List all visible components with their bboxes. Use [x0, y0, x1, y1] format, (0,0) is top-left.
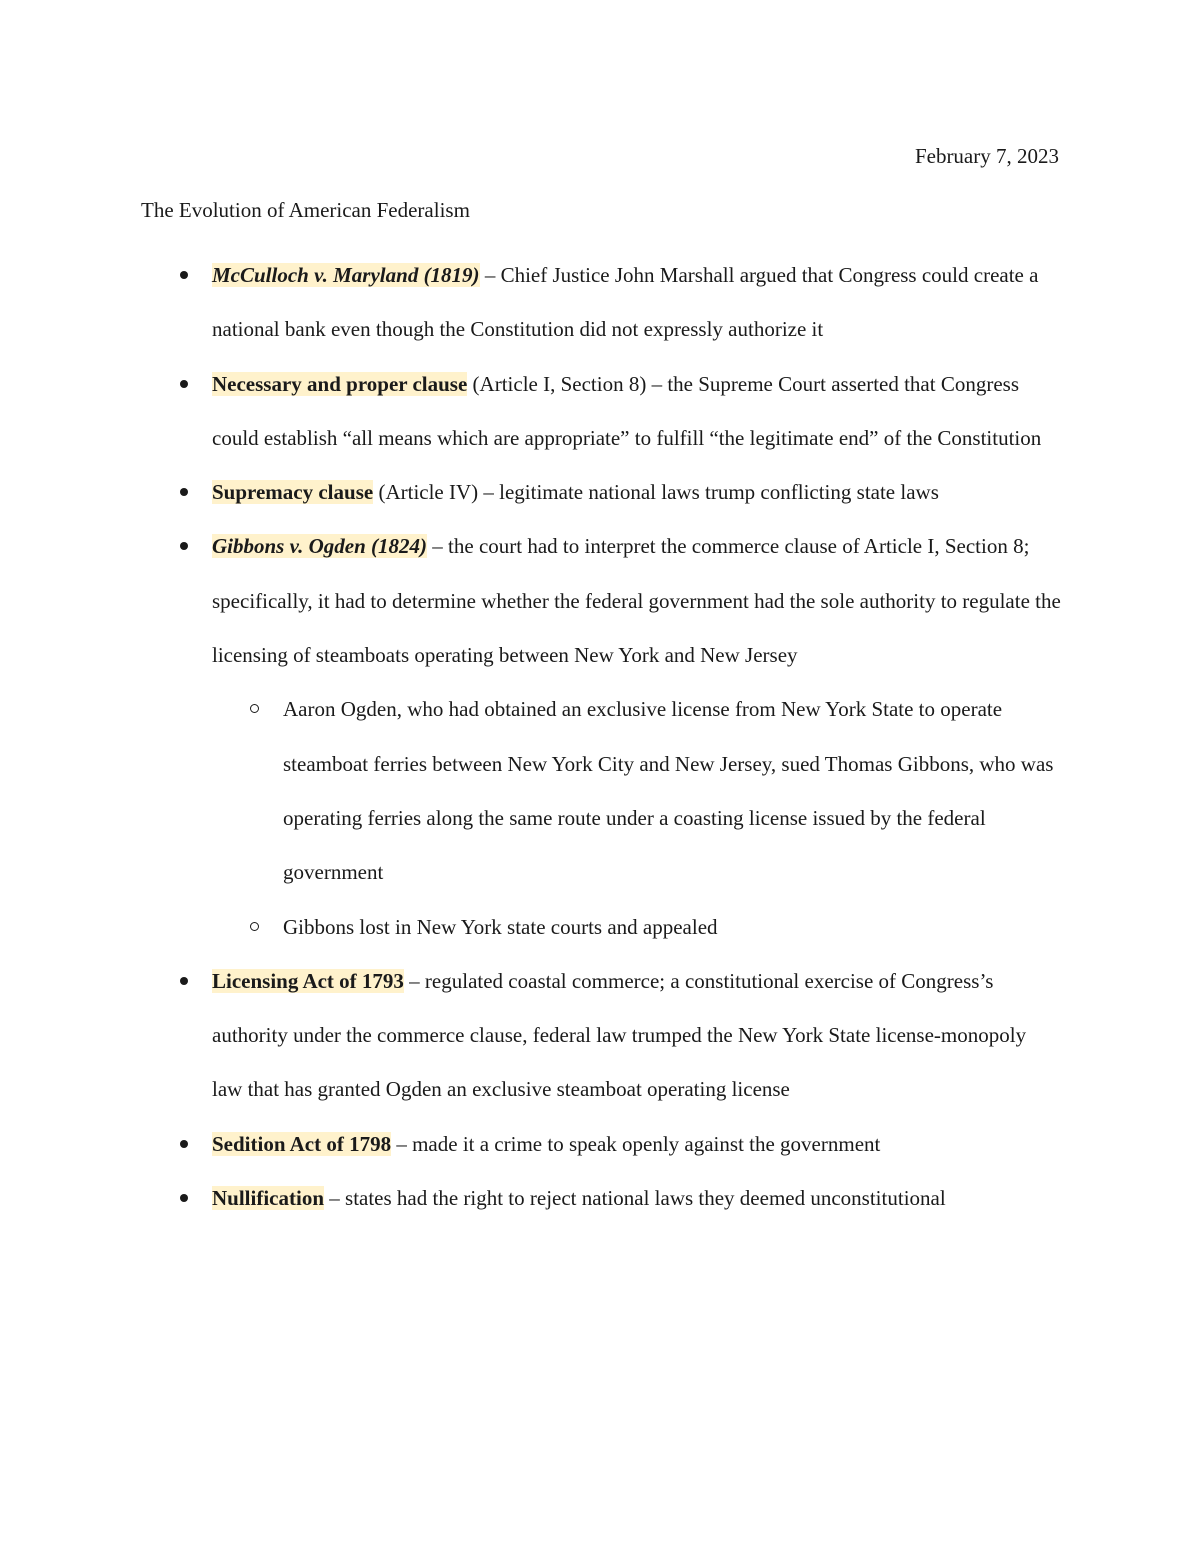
- list-item-nullification: [141, 1171, 1061, 1225]
- list-item-necessary-proper: [141, 357, 1061, 466]
- list-item-mcculloch: [141, 248, 1061, 357]
- term-highlight: McCulloch v. Maryland (1819): [212, 263, 480, 287]
- term-highlight: Nullification: [212, 1186, 325, 1211]
- term-highlight: Necessary and proper clause: [212, 371, 468, 396]
- document-title: The Evolution of American Federalism: [141, 198, 470, 222]
- list-item-gibbons: [141, 519, 1061, 953]
- item-text: – the court had to interpret the commerce clause of Article I, Section 8; specifically, it had to determine whether the federal government had the sole authority to regulate the licensing of steamboats operating between New York and New Jersey: [212, 534, 1061, 668]
- list-item-licensing-act: [141, 954, 1061, 1117]
- list-item-supremacy: [141, 465, 1061, 519]
- term-highlight: Licensing Act of 1793: [212, 968, 404, 993]
- item-text: – states had the right to reject national laws they deemed unconstitutional: [324, 1186, 946, 1211]
- document-date: February 7, 2023: [914, 144, 1059, 168]
- item-text: (Article I, Section 8) – the Supreme Court asserted that Congress could establish “all means which are appropriate” to fulfill “the legitimate end” of the Constitution: [212, 371, 1042, 450]
- notes-list: [141, 248, 1061, 1225]
- item-text: (Article IV) – legitimate national laws trump conflicting state laws: [373, 480, 939, 505]
- sub-list: [212, 682, 1061, 953]
- list-item-sedition-act: [141, 1117, 1061, 1171]
- term-highlight: Sedition Act of 1798: [212, 1131, 392, 1156]
- term-highlight: Gibbons v. Ogden (1824): [212, 534, 428, 559]
- item-text: – made it a crime to speak openly against the government: [391, 1131, 881, 1156]
- term-highlight: Supremacy clause: [212, 480, 374, 505]
- sub-list-item: Aaron Ogden, who had obtained an exclusive license from New York State to operate steamboat ferries between New York City and New Jersey, sued Thomas Gibbons, who was operating ferries along the same route under a coasting license issued by the federal government: [212, 682, 1061, 899]
- item-text: – Chief Justice John Marshall argued that Congress could create a national bank even though the Constitution did not expressly authorize it: [212, 263, 1039, 342]
- item-text: – regulated coastal commerce; a constitutional exercise of Congress’s authority under the commerce clause, federal law trumped the New York State license-monopoly law that has granted Ogden an exclusive steamboat operating license: [212, 968, 1027, 1102]
- sub-list-item: Gibbons lost in New York state courts and appealed: [212, 900, 1061, 954]
